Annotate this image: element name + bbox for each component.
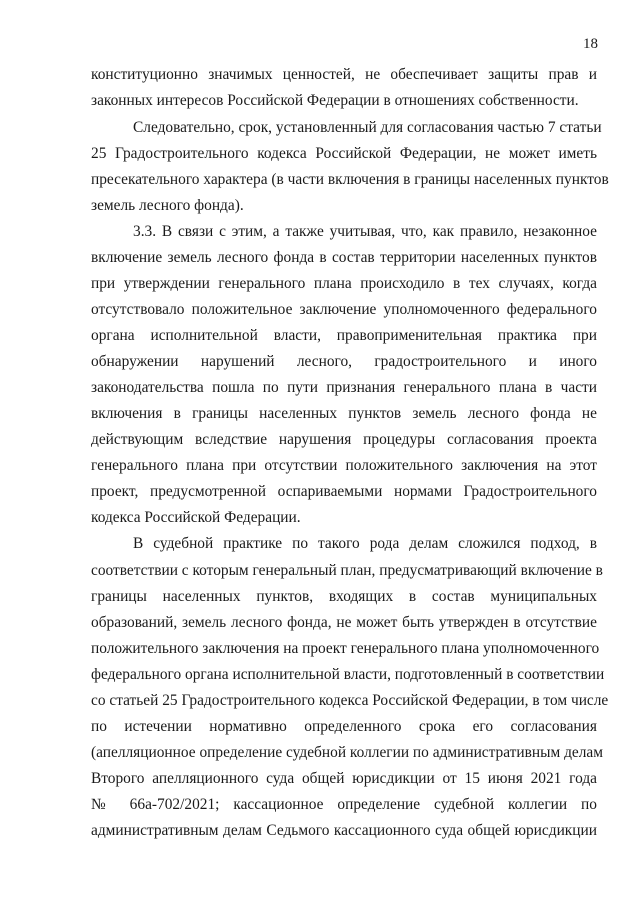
text-line: № 66а-702/2021; кассационное определение судебной коллегии по [91,796,597,813]
text-line: конституционно значимых ценностей, не обеспечивает защиты прав и [91,66,597,83]
text-line: обнаружении нарушений лесного, градостроительного и иного [91,353,597,370]
text-line: границы населенных пунктов, входящих в состав муниципальных [91,588,597,605]
text-line: органа исполнительной власти, правоприменительная практика при [91,327,597,344]
text-line: при утверждении генерального плана происходило в тех случаях, когда [91,275,597,292]
text-line: кодекса Российской Федерации. [91,509,301,526]
text-line: положительного заключения на проект генерального плана уполномоченного [91,640,600,657]
text-line: пресекательного характера (в части включения в границы населенных пунктов [91,171,609,188]
text-line: 3.3. В связи с этим, а также учитывая, что, как правило, незаконное [133,223,597,240]
text-line: действующим вследствие нарушения процедуры согласования проекта [91,431,597,448]
text-line: законных интересов Российской Федерации в отношениях собственности. [91,92,579,109]
text-line: земель лесного фонда). [91,197,244,214]
text-line: 25 Градостроительного кодекса Российской Федерации, не может иметь [91,145,597,162]
text-line: федерального органа исполнительной власти, подготовленный в соответствии [91,666,605,683]
text-line: по истечении нормативно определенного срока его согласования [91,718,597,735]
text-line: генерального плана при отсутствии положительного заключения на этот [91,457,597,474]
text-line: Следовательно, срок, установленный для согласования частью 7 статьи [133,119,602,136]
text-line: образований, земель лесного фонда, не может быть утвержден в отсутствие [91,614,597,631]
text-line: соответствии с которым генеральный план, предусматривающий включение в [91,562,603,579]
text-line: Второго апелляционного суда общей юрисдикции от 15 июня 2021 года [91,770,597,787]
text-line: законодательства пошла по пути признания генерального плана в части [91,379,597,396]
text-line: В судебной практике по такого рода делам сложился подход, в [133,535,597,552]
text-line: (апелляционное определение судебной коллегии по административным делам [91,744,603,761]
text-line: отсутствовало положительное заключение уполномоченного федерального [91,301,597,318]
text-line: проект, предусмотренной оспариваемыми нормами Градостроительного [91,483,597,500]
text-line: административным делам Седьмого кассационного суда общей юрисдикции [91,822,597,839]
text-line: включение земель лесного фонда в состав территории населенных пунктов [91,249,597,266]
text-line: со статьей 25 Градостроительного кодекса Российской Федерации, в том числе [91,692,609,709]
page-number: 18 [583,36,598,52]
text-line: включения в границы населенных пунктов земель лесного фонда не [91,405,597,422]
